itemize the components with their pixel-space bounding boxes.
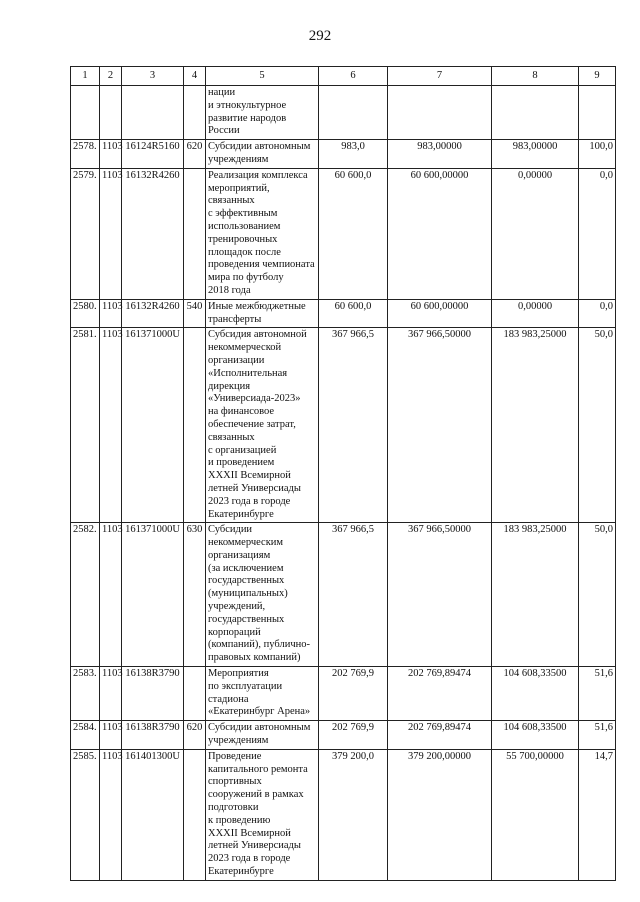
header-cell: 9 <box>579 67 616 86</box>
name-line: подготовки <box>208 802 259 814</box>
name-line: сооружений в рамках <box>208 789 304 801</box>
name-line: некоммерческим <box>208 537 284 549</box>
executed-cell: 367 966,50000 <box>388 328 492 523</box>
name-line: учреждениям <box>208 153 269 165</box>
name-line: и проведением <box>208 457 275 469</box>
target-cell: 16132R4260 <box>122 168 184 299</box>
name-line: трансферты <box>208 313 262 325</box>
name-line: России <box>208 125 240 137</box>
name-line: мероприятий, <box>208 182 270 194</box>
target-cell <box>122 86 184 140</box>
plan-cell: 60 600,0 <box>319 299 388 328</box>
type-cell <box>184 328 206 523</box>
type-cell <box>184 667 206 721</box>
percent-cell: 51,6 <box>579 667 616 721</box>
name-line: с организацией <box>208 444 277 456</box>
row-number-cell: 2578. <box>71 140 100 169</box>
name-line: Мероприятия <box>208 668 269 680</box>
name-line: XXXII Всемирной <box>208 827 291 839</box>
name-line: площадок после <box>208 246 281 258</box>
row-number-cell: 2582. <box>71 523 100 667</box>
name-line: связанных <box>208 195 255 207</box>
header-cell: 6 <box>319 67 388 86</box>
executed2-cell: 183 983,25000 <box>492 328 579 523</box>
name-line: учреждениям <box>208 735 269 747</box>
section-cell: 1103 <box>100 523 122 667</box>
name-line: дирекция <box>208 380 251 392</box>
percent-cell: 0,0 <box>579 299 616 328</box>
name-line: обеспечение затрат, <box>208 418 296 430</box>
executed-cell: 367 966,50000 <box>388 523 492 667</box>
name-line: Проведение <box>208 750 262 762</box>
row-number-cell: 2584. <box>71 721 100 750</box>
name-cell <box>206 749 319 880</box>
table-row <box>71 667 616 721</box>
name-line: с эффективным <box>208 208 278 220</box>
name-cell <box>206 86 319 140</box>
plan-cell: 202 769,9 <box>319 721 388 750</box>
table-row <box>71 168 616 299</box>
row-number-cell: 2580. <box>71 299 100 328</box>
type-cell <box>184 168 206 299</box>
name-line: XXXII Всемирной <box>208 470 291 482</box>
target-cell: 16132R4260 <box>122 299 184 328</box>
name-line: по эксплуатации <box>208 680 283 692</box>
table-row <box>71 328 616 523</box>
percent-cell: 50,0 <box>579 523 616 667</box>
name-line: организации <box>208 354 265 366</box>
name-cell <box>206 299 319 328</box>
name-line: капитального ремонта <box>208 763 308 775</box>
name-line: правовых компаний) <box>208 652 301 664</box>
table-row <box>71 721 616 750</box>
budget-table <box>70 66 616 881</box>
name-line: 2023 года в городе <box>208 495 291 507</box>
target-cell: 161401300U <box>122 749 184 880</box>
table-row <box>71 749 616 880</box>
name-line: Реализация комплекса <box>208 169 308 181</box>
plan-cell: 60 600,0 <box>319 168 388 299</box>
name-line: проведения чемпионата <box>208 259 315 271</box>
row-number-cell: 2581. <box>71 328 100 523</box>
target-cell: 16138R3790 <box>122 667 184 721</box>
name-line: тренировочных <box>208 233 278 245</box>
type-cell: 620 <box>184 721 206 750</box>
name-line: к проведению <box>208 814 271 826</box>
executed-cell: 379 200,00000 <box>388 749 492 880</box>
header-cell: 3 <box>122 67 184 86</box>
table-row <box>71 523 616 667</box>
name-line: и этнокультурное <box>208 99 287 111</box>
type-cell <box>184 749 206 880</box>
type-cell <box>184 86 206 140</box>
name-line: 2018 года <box>208 284 251 296</box>
name-line: государственных <box>208 575 285 587</box>
header-cell: 4 <box>184 67 206 86</box>
row-number-cell: 2585. <box>71 749 100 880</box>
header-cell: 8 <box>492 67 579 86</box>
section-cell: 1103 <box>100 299 122 328</box>
name-line: связанных <box>208 431 255 443</box>
name-cell <box>206 721 319 750</box>
name-line: нации <box>208 87 236 98</box>
name-line: государственных <box>208 613 285 625</box>
section-cell: 1103 <box>100 140 122 169</box>
executed2-cell: 183 983,25000 <box>492 523 579 667</box>
name-line: Иные межбюджетные <box>208 300 306 312</box>
executed-cell: 202 769,89474 <box>388 721 492 750</box>
name-line: учреждений, <box>208 601 266 613</box>
table-body <box>71 86 616 881</box>
name-line: Екатеринбурге <box>208 866 274 878</box>
name-line: организациям <box>208 549 271 561</box>
section-cell: 1103 <box>100 168 122 299</box>
name-line: (муниципальных) <box>208 588 288 600</box>
section-cell: 1103 <box>100 667 122 721</box>
name-line: «Екатеринбург Арена» <box>208 706 311 718</box>
header-row <box>71 67 616 86</box>
executed2-cell: 104 608,33500 <box>492 721 579 750</box>
name-line: «Исполнительная <box>208 367 288 379</box>
target-cell: 161371000U <box>122 523 184 667</box>
executed-cell: 60 600,00000 <box>388 299 492 328</box>
name-line: Субсидии <box>208 524 253 536</box>
row-number-cell: 2579. <box>71 168 100 299</box>
header-cell: 1 <box>71 67 100 86</box>
header-cell: 7 <box>388 67 492 86</box>
section-cell: 1103 <box>100 721 122 750</box>
name-line: (компаний), публично- <box>208 639 310 651</box>
executed-cell: 202 769,89474 <box>388 667 492 721</box>
name-line: (за исключением <box>208 562 284 574</box>
name-line: развитие народов <box>208 112 287 124</box>
page-number: 292 <box>308 28 332 44</box>
name-cell <box>206 667 319 721</box>
name-cell <box>206 168 319 299</box>
name-cell <box>206 140 319 169</box>
name-line: Екатеринбурге <box>208 508 274 520</box>
name-line: некоммерческой <box>208 342 282 354</box>
table-row <box>71 299 616 328</box>
name-line: на финансовое <box>208 406 275 418</box>
executed2-cell: 104 608,33500 <box>492 667 579 721</box>
percent-cell: 0,0 <box>579 168 616 299</box>
target-cell: 16124R5160 <box>122 140 184 169</box>
executed-cell: 60 600,00000 <box>388 168 492 299</box>
type-cell: 620 <box>184 140 206 169</box>
section-cell: 1103 <box>100 328 122 523</box>
continuation-row <box>71 86 616 140</box>
executed-cell: 983,00000 <box>388 140 492 169</box>
executed2-cell: 0,00000 <box>492 168 579 299</box>
header-cell: 2 <box>100 67 122 86</box>
percent-cell <box>579 86 616 140</box>
executed-cell <box>388 86 492 140</box>
type-cell: 630 <box>184 523 206 667</box>
executed2-cell: 55 700,00000 <box>492 749 579 880</box>
name-line: мира по футболу <box>208 272 284 284</box>
percent-cell: 50,0 <box>579 328 616 523</box>
target-cell: 16138R3790 <box>122 721 184 750</box>
percent-cell: 51,6 <box>579 721 616 750</box>
name-line: Субсидии автономным <box>208 141 311 153</box>
name-line: летней Универсиады <box>208 840 301 852</box>
name-line: стадиона <box>208 693 249 705</box>
name-line: Субсидии автономным <box>208 722 311 734</box>
name-line: летней Универсиады <box>208 482 301 494</box>
executed2-cell <box>492 86 579 140</box>
percent-cell: 14,7 <box>579 749 616 880</box>
name-line: 2023 года в городе <box>208 853 291 865</box>
plan-cell: 983,0 <box>319 140 388 169</box>
name-cell <box>206 328 319 523</box>
plan-cell <box>319 86 388 140</box>
executed2-cell: 983,00000 <box>492 140 579 169</box>
name-line: Субсидия автономной <box>208 329 307 341</box>
name-line: использованием <box>208 220 281 232</box>
name-cell <box>206 523 319 667</box>
plan-cell: 367 966,5 <box>319 328 388 523</box>
name-line: «Универсиада-2023» <box>208 393 301 405</box>
plan-cell: 367 966,5 <box>319 523 388 667</box>
plan-cell: 379 200,0 <box>319 749 388 880</box>
target-cell: 161371000U <box>122 328 184 523</box>
header-cell: 5 <box>206 67 319 86</box>
section-cell <box>100 86 122 140</box>
name-line: корпораций <box>208 626 261 638</box>
table-row <box>71 140 616 169</box>
row-number-cell <box>71 86 100 140</box>
executed2-cell: 0,00000 <box>492 299 579 328</box>
section-cell: 1103 <box>100 749 122 880</box>
plan-cell: 202 769,9 <box>319 667 388 721</box>
name-line: спортивных <box>208 776 262 788</box>
percent-cell: 100,0 <box>579 140 616 169</box>
row-number-cell: 2583. <box>71 667 100 721</box>
type-cell: 540 <box>184 299 206 328</box>
